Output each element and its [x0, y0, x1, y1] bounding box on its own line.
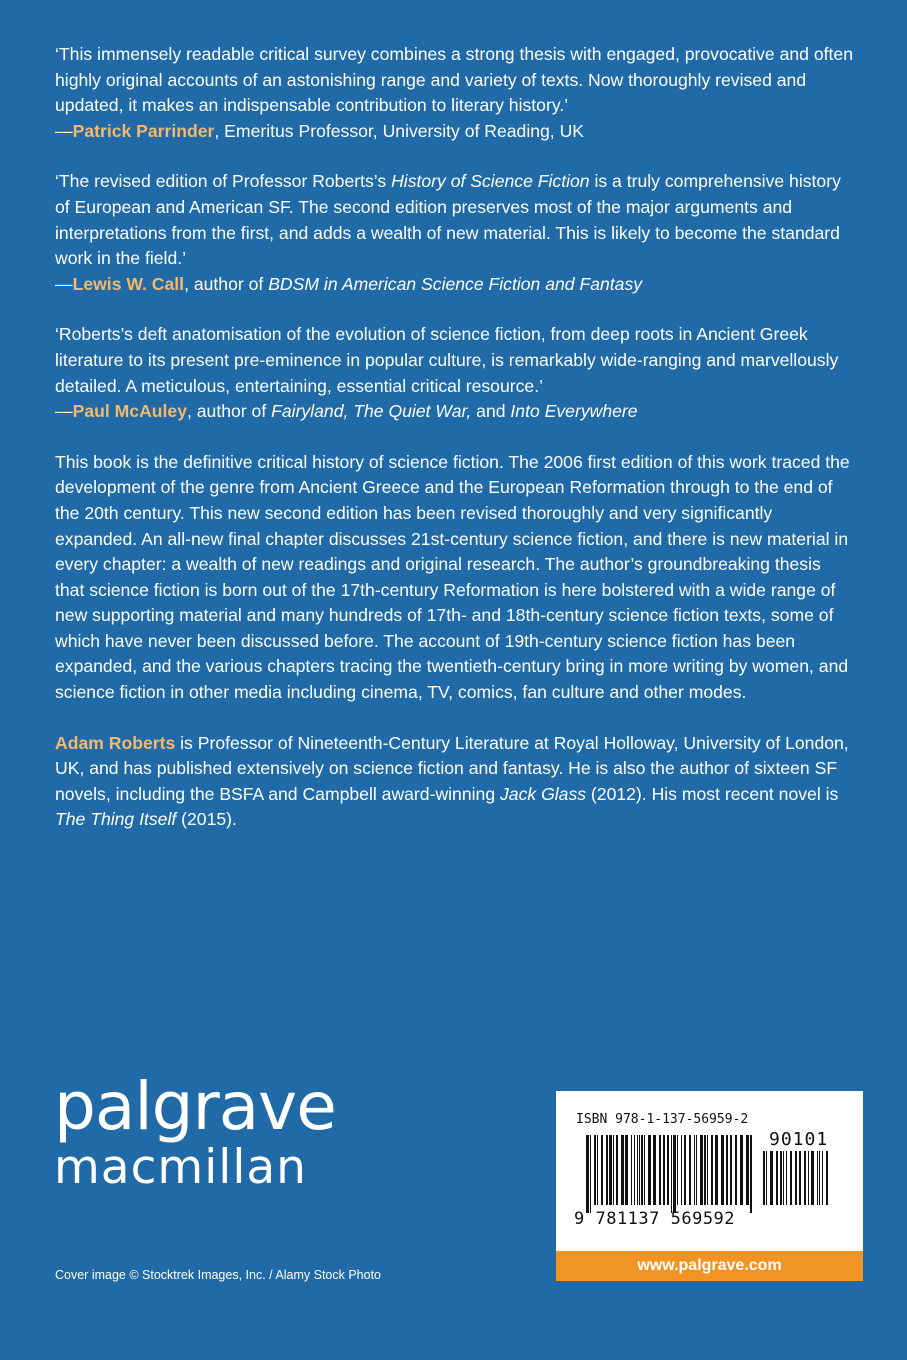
quote-attribution-affiliation: , Emeritus Professor, University of Reading, UK — [214, 120, 585, 141]
barcode-bar — [730, 1135, 732, 1205]
barcode-bar — [667, 1135, 669, 1205]
barcode-bar — [808, 1151, 809, 1205]
author-bio-text: (2012). His most recent novel is — [586, 783, 839, 804]
barcode-bar — [586, 1135, 589, 1213]
barcode-bar — [780, 1151, 782, 1205]
quote-dash: — — [55, 401, 73, 422]
quote-attribution-name: Lewis W. Call — [72, 273, 185, 294]
quote-attribution-affiliation: , author of — [184, 273, 269, 294]
author-bio-text: is Professor of Nineteenth-Century Literature at Royal Holloway, University of London, UK, and has published extensively on science fiction and fantasy. He is also the author of sixteen SF novels, including the BSFA and Campbell award-winning — [55, 732, 849, 804]
barcode-bar — [639, 1135, 640, 1205]
barcode-bar — [735, 1135, 737, 1205]
barcode-bar — [795, 1151, 797, 1205]
barcode-bar — [663, 1135, 665, 1205]
barcode-bar — [700, 1135, 703, 1205]
quote-attribution-book: BDSM in American Science Fiction and Fantasy — [268, 273, 643, 294]
barcode-bar — [822, 1151, 823, 1205]
barcode-bar — [819, 1151, 820, 1205]
barcode-bar — [609, 1135, 612, 1205]
barcode-bar — [634, 1135, 635, 1205]
logo-line-macmillan: macmillan — [54, 1140, 307, 1195]
barcode-bar — [707, 1135, 708, 1205]
barcode-bar — [817, 1151, 818, 1205]
barcode-bar — [763, 1151, 765, 1205]
quote-parrinder — [55, 42, 855, 144]
barcode-bar — [597, 1135, 598, 1205]
logo-line-palgrave: palgrave — [54, 1068, 336, 1145]
barcode-bar — [704, 1135, 706, 1205]
quote-attribution-name: Patrick Parrinder — [72, 120, 215, 141]
barcode-bar — [750, 1135, 752, 1213]
barcode-bar — [783, 1151, 784, 1205]
barcode-bar — [673, 1135, 676, 1213]
barcode-bar — [776, 1151, 778, 1205]
barcode-bar — [694, 1135, 695, 1205]
quote-call — [55, 169, 855, 297]
barcode-bar — [625, 1135, 628, 1205]
barcode-bar — [681, 1135, 682, 1205]
barcode-bar — [644, 1135, 645, 1205]
barcode-bar — [616, 1135, 618, 1205]
barcode-bar — [746, 1135, 749, 1205]
quote-text: ‘Roberts’s deft anatomisation of the evolution of science fiction, from deep roots in Ancient Greek literature to its present pre-eminence in popular culture, is remarkably wide-ranging and marvellously detailed. A meticulous, entertaining, essential critical resource.’ — [55, 324, 839, 396]
quote-attribution-book: Fairyland, The Quiet War, — [271, 401, 472, 422]
author-bio-text: (2015). — [176, 809, 237, 830]
barcode-bar — [631, 1135, 632, 1205]
author-bio — [55, 731, 855, 833]
quote-book-title: History of Science Fiction — [391, 171, 590, 192]
barcode-bar — [671, 1135, 672, 1213]
cover-image-credit: Cover image © Stocktrek Images, Inc. / Alamy Stock Photo — [55, 1268, 382, 1282]
isbn-label: ISBN 978-1-137-56959-2 — [576, 1112, 749, 1127]
quote-dash: — — [55, 273, 73, 294]
barcode-bar — [696, 1135, 697, 1205]
barcode-bar — [721, 1135, 724, 1205]
barcode-bar — [606, 1135, 608, 1205]
barcode-bar — [715, 1135, 718, 1205]
barcode-main-bars — [586, 1135, 756, 1213]
barcode-bar — [726, 1135, 728, 1205]
quote-attribution-affiliation: , author of — [187, 401, 272, 422]
barcode-bar — [648, 1135, 651, 1205]
barcode-bar — [637, 1135, 638, 1205]
quote-dash: — — [55, 120, 73, 141]
barcode-addon-digits: 90101 — [769, 1129, 829, 1150]
barcode-addon-bars — [763, 1151, 833, 1213]
barcode-bar — [811, 1151, 814, 1205]
publisher-website[interactable]: www.palgrave.com — [556, 1251, 863, 1281]
barcode-bar — [684, 1135, 686, 1205]
barcode-bar — [790, 1151, 792, 1205]
barcode-bar — [689, 1135, 691, 1205]
publisher-logo — [54, 1068, 336, 1195]
barcode-bar — [659, 1135, 661, 1205]
barcode-bar — [601, 1135, 603, 1205]
barcode-bar — [804, 1151, 806, 1205]
quote-text: ‘The revised edition of Professor Roberts’s — [55, 171, 392, 192]
barcode-bar — [677, 1135, 678, 1205]
barcode-bar — [786, 1151, 787, 1205]
barcode-bar — [653, 1135, 656, 1205]
barcode-bar — [613, 1135, 614, 1205]
barcode-bar — [799, 1151, 801, 1205]
barcode-bar — [641, 1135, 643, 1205]
quote-attribution-affiliation: and — [471, 401, 511, 422]
quote-text: is a truly comprehensive history of European and American SF. The second edition preserves most of the major arguments and interpretations from the first, and adds a wealth of new material. This is likely to become the standard work in the field.’ — [55, 171, 841, 269]
barcode-bar — [740, 1135, 743, 1205]
barcode-panel — [556, 1091, 863, 1281]
barcode-bar — [770, 1151, 773, 1205]
barcode-digits: 9 781137 569592 — [574, 1209, 736, 1229]
author-book-title: Jack Glass — [500, 783, 587, 804]
quote-text: ‘This immensely readable critical survey combines a strong thesis with engaged, provocative and often highly original accounts of an astonishing range and variety of texts. Now thoroughly revised and updated, it makes an indispensable contribution to literary history.’ — [55, 44, 853, 116]
barcode-bar — [621, 1135, 624, 1205]
author-book-title: The Thing Itself — [55, 809, 177, 830]
barcode-bar — [766, 1151, 767, 1205]
barcode-bar — [711, 1135, 713, 1205]
back-cover-copy — [55, 42, 855, 858]
barcode-bar — [590, 1135, 591, 1213]
quote-mcauley — [55, 322, 855, 424]
book-description: This book is the definitive critical history of science fiction. The 2006 first edition of this work traced the development of the genre from Ancient Greece and the European Reformation through to the end of the 20th century. This new second edition has been revised thoroughly and very significantly expanded. An all-new final chapter discusses 21st-century science fiction, and there is new material in every chapter: a wealth of new readings and original research. The author’s groundbreaking thesis that science fiction is born out of the 17th-century Reformation is here bolstered with a wide range of new supporting material and many hundreds of 17th- and 18th-century science fiction texts, some of which have never been discussed before. The account of 19th-century science fiction has been expanded, and the various chapters tracing the twentieth-century bring in more writing by women, and science fiction in other media including cinema, TV, comics, fan culture and other modes. — [55, 451, 850, 703]
quote-attribution-book: Into Everywhere — [510, 401, 638, 422]
quote-attribution-name: Paul McAuley — [72, 401, 187, 422]
barcode-bar — [594, 1135, 596, 1205]
barcode-bar — [826, 1151, 828, 1205]
author-name: Adam Roberts — [55, 732, 176, 753]
